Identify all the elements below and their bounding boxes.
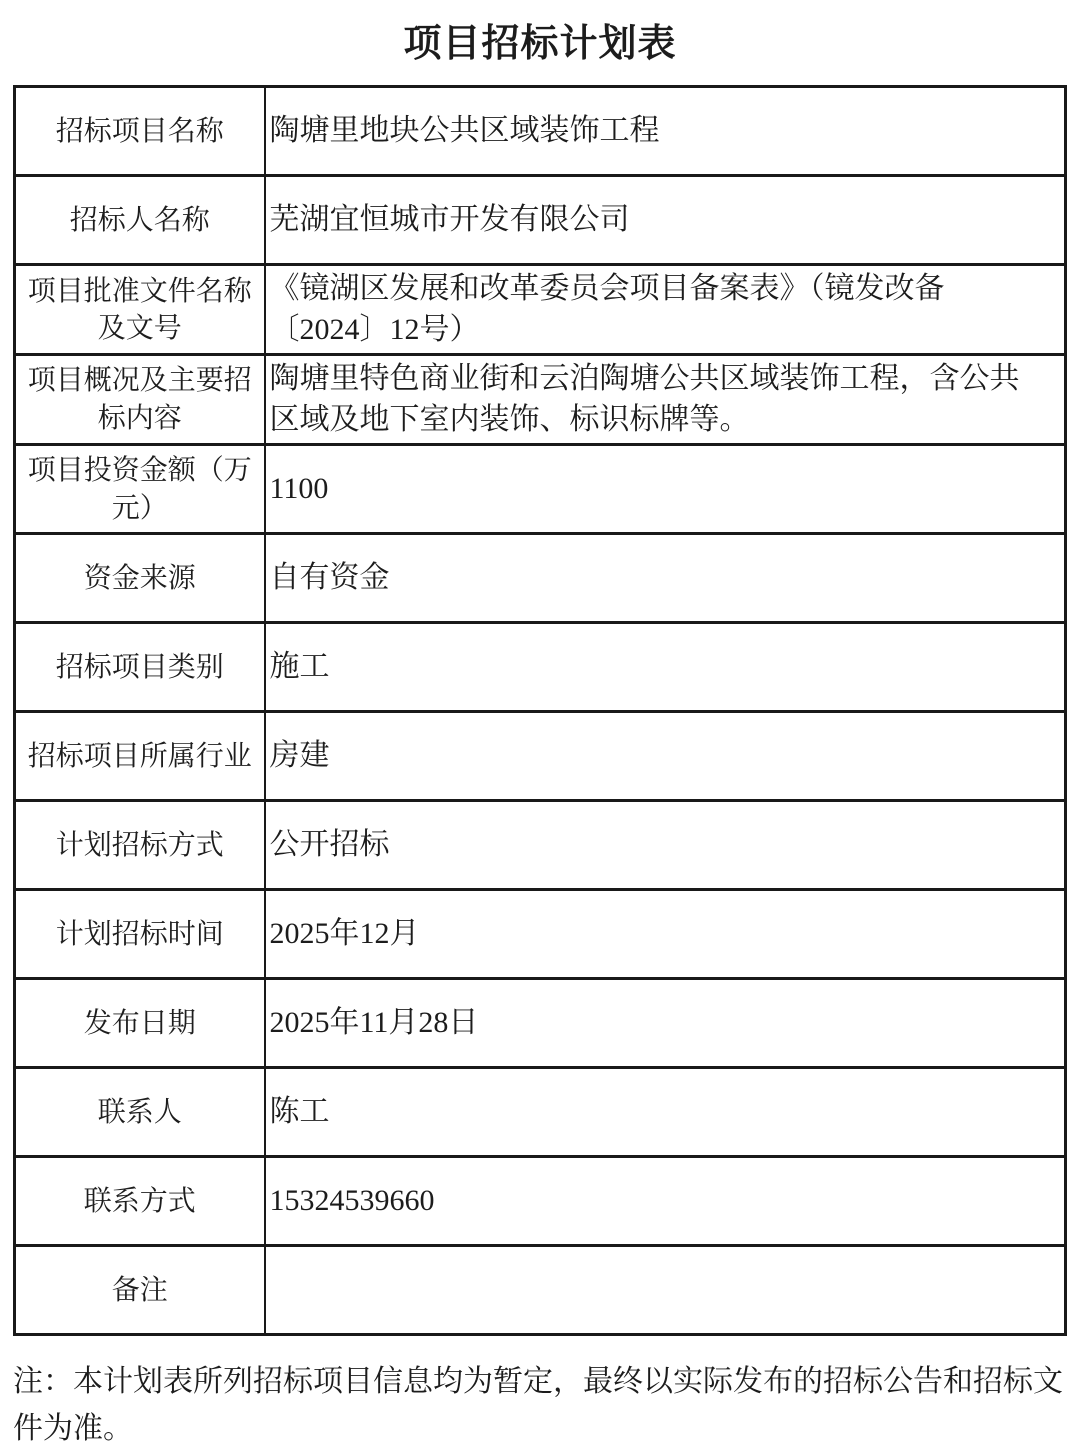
row-label-contact-person: 联系人 [15, 1067, 265, 1156]
table-row [15, 622, 1066, 711]
row-value-remarks [265, 1245, 1066, 1334]
row-value-approval-document: 《镜湖区发展和改革委员会项目备案表》（镜发改备〔2024〕12号） [265, 265, 1066, 355]
row-label-approval-document: 项目批准文件名称及文号 [15, 265, 265, 355]
table-row [15, 354, 1066, 444]
table-row [15, 265, 1066, 355]
table-row [15, 176, 1066, 265]
page-title: 项目招标计划表 [403, 23, 677, 65]
row-value-contact-person: 陈工 [265, 1067, 1066, 1156]
table-row [15, 711, 1066, 800]
row-label-fund-source: 资金来源 [15, 533, 265, 622]
row-label-project-name: 招标项目名称 [15, 87, 265, 176]
row-label-project-category: 招标项目类别 [15, 622, 265, 711]
row-label-planned-bidding-time: 计划招标时间 [15, 889, 265, 978]
row-label-investment-amount: 项目投资金额（万元） [15, 444, 265, 533]
row-label-contact-number: 联系方式 [15, 1156, 265, 1245]
table-row [15, 444, 1066, 533]
row-label-publish-date: 发布日期 [15, 978, 265, 1067]
row-value-bidding-method: 公开招标 [265, 800, 1066, 889]
row-value-project-name: 陶塘里地块公共区域装饰工程 [265, 87, 1066, 176]
row-label-remarks: 备注 [15, 1245, 265, 1334]
row-value-planned-bidding-time: 2025年12月 [265, 889, 1066, 978]
row-value-publish-date: 2025年11月28日 [265, 978, 1066, 1067]
table-row [15, 1067, 1066, 1156]
row-label-bidding-method: 计划招标方式 [15, 800, 265, 889]
table-row [15, 533, 1066, 622]
row-value-project-overview: 陶塘里特色商业街和云泊陶塘公共区域装饰工程，含公共区域及地下室内装饰、标识标牌等。 [265, 354, 1066, 444]
table-row [15, 978, 1066, 1067]
row-label-project-overview: 项目概况及主要招标内容 [15, 354, 265, 444]
row-label-industry: 招标项目所属行业 [15, 711, 265, 800]
bidding-plan-table [13, 85, 1067, 1336]
table-row [15, 800, 1066, 889]
table-row [15, 1245, 1066, 1334]
table-row [15, 87, 1066, 176]
row-value-project-category: 施工 [265, 622, 1066, 711]
row-value-industry: 房建 [265, 711, 1066, 800]
table-row [15, 1156, 1066, 1245]
footnote: 注：本计划表所列招标项目信息均为暂定，最终以实际发布的招标公告和招标文件为准。 [13, 1364, 1063, 1445]
row-value-contact-number: 15324539660 [265, 1156, 1066, 1245]
table-row [15, 889, 1066, 978]
row-value-tenderee-name: 芜湖宜恒城市开发有限公司 [265, 176, 1066, 265]
row-value-fund-source: 自有资金 [265, 533, 1066, 622]
row-label-tenderee-name: 招标人名称 [15, 176, 265, 265]
row-value-investment-amount: 1100 [265, 444, 1066, 533]
